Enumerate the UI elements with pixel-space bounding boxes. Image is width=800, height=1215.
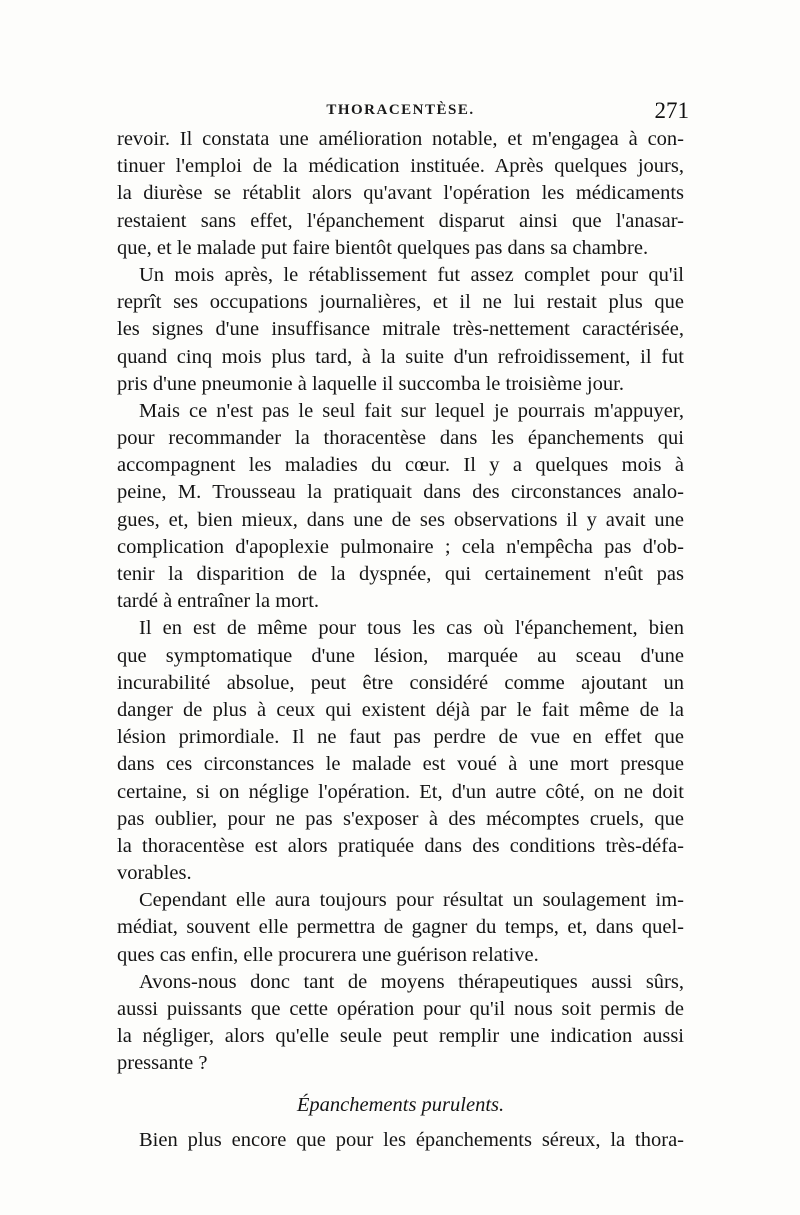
text-line: la négliger, alors qu'elle seule peut remplir une indication aussi <box>117 1025 684 1048</box>
text-line: que symptomatique d'une lésion, marquée au sceau d'une <box>117 644 684 667</box>
text-line: que, et le malade put faire bientôt quelques pas dans sa chambre. <box>117 236 649 259</box>
text-line: revoir. Il constata une amélioration notable, et m'engagea à con- <box>117 128 684 150</box>
text-line: certaine, si on néglige l'opération. Et, d'un autre côté, on ne doit <box>117 780 684 803</box>
paragraph <box>117 262 684 398</box>
text-line: aussi puissants que cette opération pour qu'il nous soit permis de <box>117 998 684 1020</box>
paragraph <box>117 615 684 887</box>
text-line: gues, et, bien mieux, dans une de ses observations il y avait une <box>117 508 684 531</box>
text-line: peine, M. Trousseau la pratiquait dans des circonstances analo- <box>117 481 684 504</box>
text-line: dans ces circonstances le malade est voué à une mort presque <box>117 753 684 776</box>
text-line: Avons-nous donc tant de moyens thérapeutiques aussi sûrs, <box>139 970 684 993</box>
text-line: Un mois après, le rétablissement fut assez complet pour qu'il <box>139 263 684 286</box>
body-text <box>117 126 684 1154</box>
paragraph <box>117 969 684 1078</box>
text-line: incurabilité absolue, peut être considéré comme ajoutant un <box>117 671 684 694</box>
text-line: Mais ce n'est pas le seul fait sur lequel je pourrais m'appuyer, <box>139 399 684 422</box>
text-line: restaient sans effet, l'épanchement disparut ainsi que l'anasar- <box>117 209 684 232</box>
text-line: quand cinq mois plus tard, à la suite d'un refroidissement, il fut <box>117 345 684 368</box>
text-line: pas oublier, pour ne pas s'exposer à des mécomptes cruels, que <box>117 807 684 830</box>
text-line: pressante ? <box>117 1052 208 1075</box>
text-line: Bien plus encore que pour les épanchements séreux, la thora- <box>139 1128 684 1151</box>
section-heading: Épanchements purulents. <box>296 1093 505 1116</box>
text-line: pris d'une pneumonie à laquelle il succomba le troisième jour. <box>117 372 624 395</box>
text-line: pour recommander la thoracentèse dans les épanchements qui <box>117 427 684 450</box>
text-line: la thoracentèse est alors pratiquée dans des conditions très-défa- <box>117 834 684 857</box>
text-line: médiat, souvent elle permettra de gagner du temps, et, dans quel- <box>117 916 684 939</box>
text-line: reprît ses occupations journalières, et il ne lui restait plus que <box>117 291 684 314</box>
paragraph <box>117 887 684 969</box>
text-line: Il en est de même pour tous les cas où l'épanchement, bien <box>139 617 684 640</box>
text-line: tenir la disparition de la dyspnée, qui certainement n'eût pas <box>117 563 684 585</box>
text-line: accompagnent les maladies du cœur. Il y a quelques mois à <box>117 454 684 477</box>
paragraph <box>117 126 684 262</box>
text-line: ques cas enfin, elle procurera une guérison relative. <box>117 943 539 966</box>
page-header <box>118 98 689 128</box>
text-line: tardé à entraîner la mort. <box>117 590 320 613</box>
page-number: 271 <box>654 98 689 123</box>
text-line: danger de plus à ceux qui existent déjà par le fait même de la <box>117 698 684 721</box>
paragraph <box>117 398 684 616</box>
text-line: la diurèse se rétablit alors qu'avant l'opération les médicaments <box>117 182 684 205</box>
text-line: tinuer l'emploi de la médication instituée. Après quelques jours, <box>117 155 684 178</box>
running-title: THORACENTÈSE. <box>326 102 475 118</box>
text-line: lésion primordiale. Il ne faut pas perdre de vue en effet que <box>117 726 684 749</box>
text-line: complication d'apoplexie pulmonaire ; cela n'empêcha pas d'ob- <box>117 535 684 558</box>
text-line: les signes d'une insuffisance mitrale très-nettement caractérisée, <box>117 318 684 341</box>
text-line: vorables. <box>117 862 192 885</box>
text-line: Cependant elle aura toujours pour résultat un soulagement im- <box>139 889 684 912</box>
